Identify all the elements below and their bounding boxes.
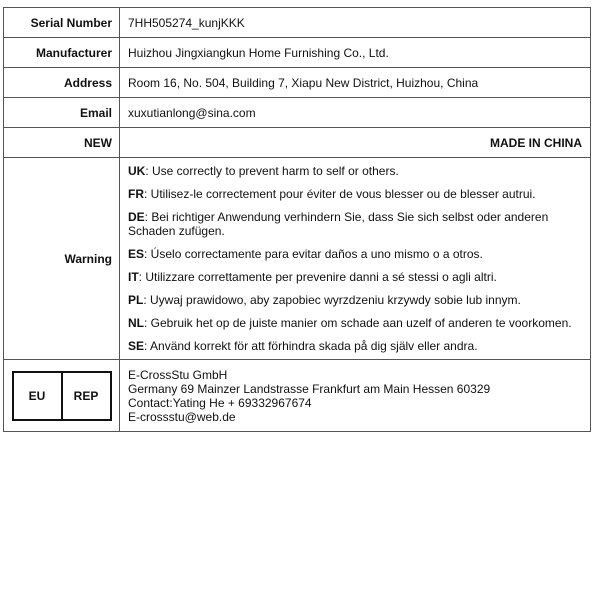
eu-rep-company: E-CrossStu GmbH xyxy=(128,367,228,382)
warning-line-uk xyxy=(128,164,582,178)
warning-label: Warning xyxy=(4,158,120,360)
eu-rep-symbol-cell xyxy=(4,360,120,432)
address-row xyxy=(4,68,591,98)
eu-symbol-label: EU xyxy=(28,388,46,403)
warning-lang-code: UK xyxy=(128,164,146,178)
warning-text: : Utilisez-le correctement pour éviter de vous blesser ou de blesser autrui. xyxy=(144,187,536,201)
warning-text: : Använd korrekt för att förhindra skada på dig själv eller andra. xyxy=(144,339,478,353)
warning-lang-code: SE xyxy=(128,339,145,353)
warning-list xyxy=(128,158,582,359)
eu-rep-email: E-crossstu@web.de xyxy=(128,409,236,424)
email-value: xuxutianlong@sina.com xyxy=(120,98,591,128)
warning-cell xyxy=(120,158,591,360)
warning-line-nl xyxy=(128,316,582,330)
warning-line-se xyxy=(128,339,582,353)
warning-lang-code: IT xyxy=(128,270,139,284)
address-label: Address xyxy=(4,68,120,98)
warning-line-fr xyxy=(128,187,582,201)
warning-lang-code: PL xyxy=(128,293,144,307)
eu-rep-contact: Contact:Yating He + 69332967674 xyxy=(128,395,312,410)
email-label: Email xyxy=(4,98,120,128)
eu-rep-address: Germany 69 Mainzer Landstrasse Frankfurt am Main Hessen 60329 xyxy=(128,381,491,396)
warning-text: : Uywaj prawidowo, aby zapobiec wyrzdzeniu krzywdy sobie lub innym. xyxy=(143,293,521,307)
warning-lang-code: DE xyxy=(128,210,145,224)
warning-lang-code: FR xyxy=(128,187,144,201)
warning-line-it xyxy=(128,270,582,284)
warning-lang-code: NL xyxy=(128,316,144,330)
eu-rep-symbol xyxy=(12,371,112,421)
serial-row xyxy=(4,8,591,38)
warning-text: : Bei richtiger Anwendung verhindern Sie, dass Sie sich selbst oder anderen Schaden zufügen. xyxy=(128,210,549,238)
origin-row xyxy=(4,128,591,158)
manufacturer-row xyxy=(4,38,591,68)
warning-text: : Gebruik het op de juiste manier om schade aan uzelf of anderen te voorkomen. xyxy=(144,316,572,330)
warning-lang-code: ES xyxy=(128,247,145,261)
manufacturer-label: Manufacturer xyxy=(4,38,120,68)
warning-line-pl xyxy=(128,293,582,307)
warning-row xyxy=(4,158,591,360)
address-value: Room 16, No. 504, Building 7, Xiapu New District, Huizhou, China xyxy=(120,68,591,98)
warning-text: : Úselo correctamente para evitar daños a uno mismo o a otros. xyxy=(144,247,483,261)
warning-line-de xyxy=(128,210,582,238)
eu-rep-details xyxy=(120,360,591,432)
serial-value: 7HH505274_kunjKKK xyxy=(120,8,591,38)
manufacturer-value: Huizhou Jingxiangkun Home Furnishing Co., Ltd. xyxy=(120,38,591,68)
warning-text: : Utilizzare correttamente per prevenire danni a sé stessi o agli altri. xyxy=(138,270,497,284)
new-label: NEW xyxy=(4,128,120,158)
eu-rep-row xyxy=(4,360,591,432)
warning-line-es xyxy=(128,247,582,261)
made-in-label: MADE IN CHINA xyxy=(120,128,591,158)
product-label-table xyxy=(3,7,591,432)
rep-symbol-label: REP xyxy=(61,373,110,419)
email-row xyxy=(4,98,591,128)
warning-text: : Use correctly to prevent harm to self or others. xyxy=(145,164,399,178)
serial-label: Serial Number xyxy=(4,8,120,38)
